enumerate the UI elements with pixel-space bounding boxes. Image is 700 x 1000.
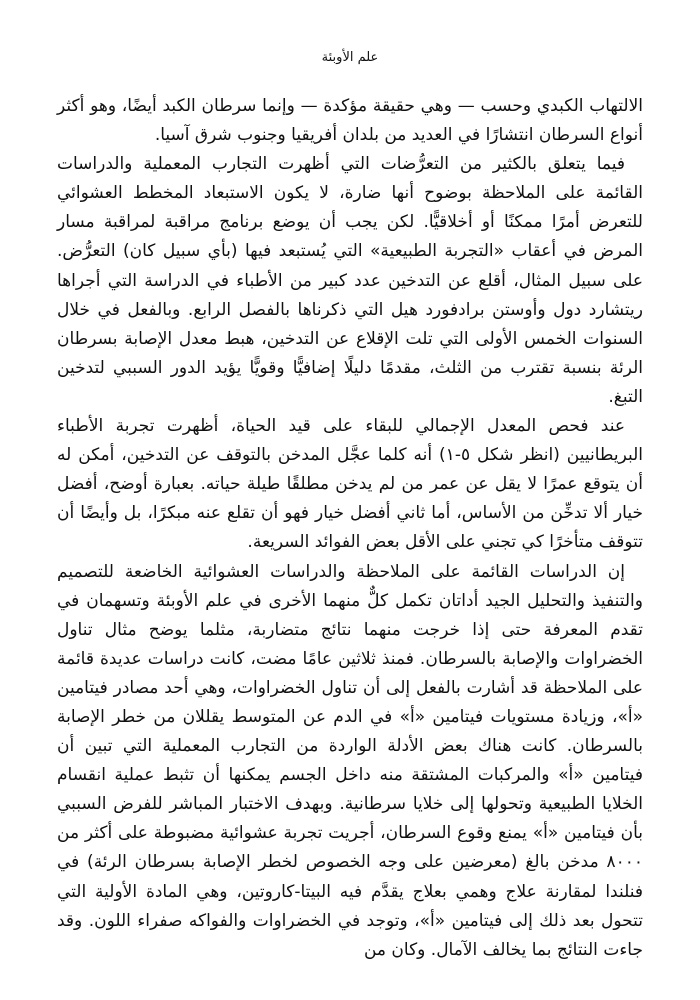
body-text bbox=[57, 92, 643, 965]
paragraph: فيما يتعلق بالكثير من التعرُّضات التي أظهرت التجارب المعملية والدراسات القائمة على الملاحظة بوضوح أنها ضارة، لا يكون الاستبعاد المخطط العشوائي للتعرض أمرًا ممكنًا أو أخلاقيًّا. لكن يجب أن يوضع برنامج مراقبة لمراقبة مسار المرض في أعقاب «التجربة الطبيعية» التي يُستبعد فيها (بأي سبيل كان) التعرُّض. على سبيل المثال، أقلع عن التدخين عدد كبير من الأطباء في الدراسة التي أجراها ريتشارد دول وأوستن برادفورد هيل التي ذكرناها بالفصل الرابع. وبالفعل في خلال السنوات الخمس الأولى التي تلت الإقلاع عن التدخين، هبط معدل الإصابة بسرطان الرئة بنسبة تقترب من الثلث، مقدمًا دليلًا إضافيًّا وقويًّا يؤيد الدور السببي لتدخين التبغ. bbox=[57, 154, 643, 407]
paragraph: عند فحص المعدل الإجمالي للبقاء على قيد الحياة، أظهرت تجربة الأطباء البريطانيين (انظر شكل ٥-١) أنه كلما عجَّل المدخن بالتوقف عن التدخين، أمكن له أن يتوقع عمرًا لا يقل عن عمر من لم يدخن مطلقًا طيلة حياته. بعبارة أوضح، أفضل خيار ألا تدخِّن من الأساس، أما ثاني أفضل خيار فهو أن تقلع عنه مبكرًا، بل وأيضًا أن تتوقف متأخرًا كي تجني على الأقل بعض الفوائد السريعة. bbox=[57, 416, 643, 553]
paragraph-continuation: الالتهاب الكبدي وحسب — وهي حقيقة مؤكدة — وإنما سرطان الكبد أيضًا، وهو أكثر أنواع السرطان انتشارًا في العديد من بلدان أفريقيا وجنوب شرق آسيا. bbox=[57, 96, 643, 146]
paragraph: إن الدراسات القائمة على الملاحظة والدراسات العشوائية الخاضعة للتصميم والتنفيذ والتحليل الجيد أداتان تكمل كلٌّ منهما الأخرى في علم الأوبئة وتسهمان في تقدم المعرفة حتى إذا خرجت منهما نتائج متضاربة، مثلما يوضح مثال تناول الخضراوات والإصابة بالسرطان. فمنذ ثلاثين عامًا مضت، كانت دراسات عديدة قائمة على الملاحظة قد أشارت بالفعل إلى أن تناول الخضراوات، وهي أحد مصادر فيتامين «أ»، وزيادة مستويات فيتامين «أ» في الدم عن المتوسط يقللان من خطر الإصابة بالسرطان. كانت هناك بعض الأدلة الواردة من التجارب المعملية التي تبين أن فيتامين «أ» والمركبات المشتقة منه داخل الجسم يمكنها أن تثبط عملية انقسام الخلايا الطبيعية وتحولها إلى خلايا سرطانية. وبهدف الاختبار المباشر للفرض السببي بأن فيتامين «أ» يمنع وقوع السرطان، أجريت تجربة عشوائية مضبوطة على أكثر من ٨٠٠٠ مدخن بالغ (معرضين على وجه الخصوص لخطر الإصابة بسرطان الرئة) في فنلندا لمقارنة علاج وهمي بعلاج يقدَّم فيه البيتا-كاروتين، وهي المادة الأولية التي تتحول بعد ذلك إلى فيتامين «أ»، وتوجد في الخضراوات والفواكه صفراء اللون. وقد جاءت النتائج بما يخالف الآمال. وكان من bbox=[57, 561, 643, 960]
running-header: علم الأوبئة bbox=[321, 50, 379, 65]
